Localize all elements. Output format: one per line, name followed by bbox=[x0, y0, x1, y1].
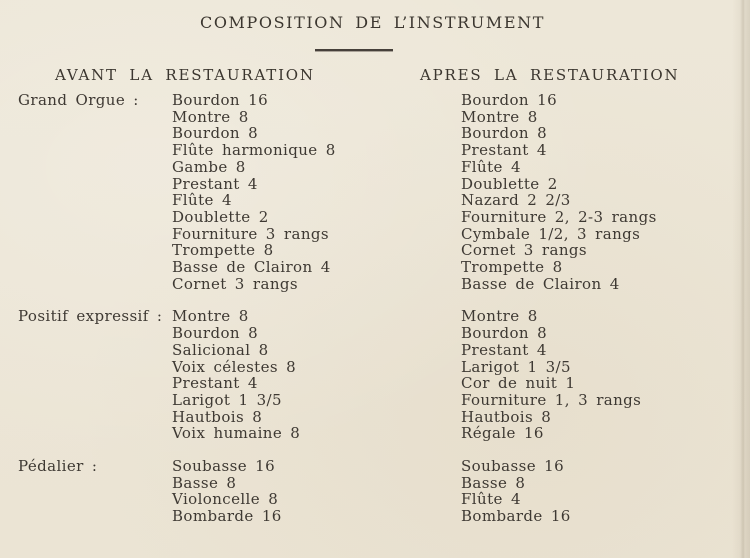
stop-item: Bourdon 8 bbox=[461, 124, 548, 143]
stop-item: Violoncelle 8 bbox=[172, 490, 279, 509]
stop-item: Cornet 3 rangs bbox=[172, 274, 298, 293]
stop-item: Trompette 8 bbox=[461, 258, 563, 277]
stops-list-after bbox=[461, 308, 750, 442]
stop-item: Cornet 3 rangs bbox=[461, 241, 587, 260]
stop-item: Flûte 4 bbox=[461, 157, 521, 176]
stops-list-before bbox=[172, 458, 461, 525]
stop-item: Voix humaine 8 bbox=[172, 424, 301, 443]
stop-item: Trompette 8 bbox=[172, 241, 274, 260]
stop-item: Fourniture 1, 3 rangs bbox=[461, 390, 642, 409]
stop-item: Basse 8 bbox=[461, 473, 526, 492]
stop-item: Cymbale 1/2, 3 rangs bbox=[461, 224, 641, 243]
stop-item: Voix célestes 8 bbox=[172, 357, 297, 376]
title-divider-rule bbox=[315, 49, 393, 52]
stop-item: Bombarde 16 bbox=[172, 507, 282, 526]
stop-item: Bourdon 16 bbox=[172, 91, 269, 109]
stop-item: Fourniture 2, 2-3 rangs bbox=[461, 207, 657, 226]
stop-item: Montre 8 bbox=[461, 307, 538, 326]
stop-item: Cor de nuit 1 bbox=[461, 374, 576, 393]
stop-item: Bourdon 8 bbox=[172, 124, 259, 143]
stop-list-sections bbox=[0, 92, 750, 541]
stop-item: Bombarde 16 bbox=[461, 507, 571, 526]
stop-item: Soubasse 16 bbox=[461, 457, 565, 476]
stop-item: Prestant 4 bbox=[172, 174, 258, 193]
stop-item: Doublette 2 bbox=[461, 174, 558, 193]
section-pedalier bbox=[0, 458, 750, 525]
stop-item: Basse 8 bbox=[172, 473, 237, 492]
stop-item: Bourdon 16 bbox=[461, 91, 558, 109]
stop-item: Salicional 8 bbox=[172, 340, 269, 359]
stop-item: Hautbois 8 bbox=[461, 407, 552, 426]
stop-item: Soubasse 16 bbox=[172, 457, 276, 476]
division-label-pedalier: Pédalier : bbox=[18, 457, 98, 476]
column-header-after-restoration: APRES LA RESTAURATION bbox=[420, 66, 680, 84]
stop-item: Fourniture 3 rangs bbox=[172, 224, 329, 243]
stop-item: Bourdon 8 bbox=[461, 324, 548, 343]
division-label-positif-expressif: Positif expressif : bbox=[18, 307, 163, 326]
stops-list-after bbox=[461, 92, 750, 292]
stop-item: Doublette 2 bbox=[172, 207, 269, 226]
section-grand-orgue bbox=[0, 92, 750, 292]
stop-item: Montre 8 bbox=[172, 307, 249, 326]
stop-item: Larigot 1 3/5 bbox=[172, 390, 282, 409]
column-header-before-restoration: AVANT LA RESTAURATION bbox=[55, 66, 315, 84]
stops-list-after bbox=[461, 458, 750, 525]
stop-item: Prestant 4 bbox=[461, 141, 547, 160]
stop-item: Larigot 1 3/5 bbox=[461, 357, 571, 376]
stop-item: Régale 16 bbox=[461, 424, 544, 443]
stop-item: Prestant 4 bbox=[172, 374, 258, 393]
stop-item: Montre 8 bbox=[172, 107, 249, 126]
stop-item: Flûte 4 bbox=[461, 490, 521, 509]
stop-item: Basse de Clairon 4 bbox=[172, 258, 331, 277]
stop-item: Prestant 4 bbox=[461, 340, 547, 359]
stops-list-before bbox=[172, 308, 461, 442]
stop-item: Montre 8 bbox=[461, 107, 538, 126]
section-positif-expressif bbox=[0, 308, 750, 442]
division-label-grand-orgue: Grand Orgue : bbox=[18, 91, 139, 109]
stop-item: Hautbois 8 bbox=[172, 407, 263, 426]
stop-item: Flûte 4 bbox=[172, 191, 232, 210]
stop-item: Basse de Clairon 4 bbox=[461, 274, 620, 293]
stop-item: Bourdon 8 bbox=[172, 324, 259, 343]
stop-item: Nazard 2 2/3 bbox=[461, 191, 571, 210]
stops-list-before bbox=[172, 92, 461, 292]
stop-item: Flûte harmonique 8 bbox=[172, 141, 336, 160]
stop-item: Gambe 8 bbox=[172, 157, 246, 176]
page-title: COMPOSITION DE L’INSTRUMENT bbox=[200, 13, 545, 32]
